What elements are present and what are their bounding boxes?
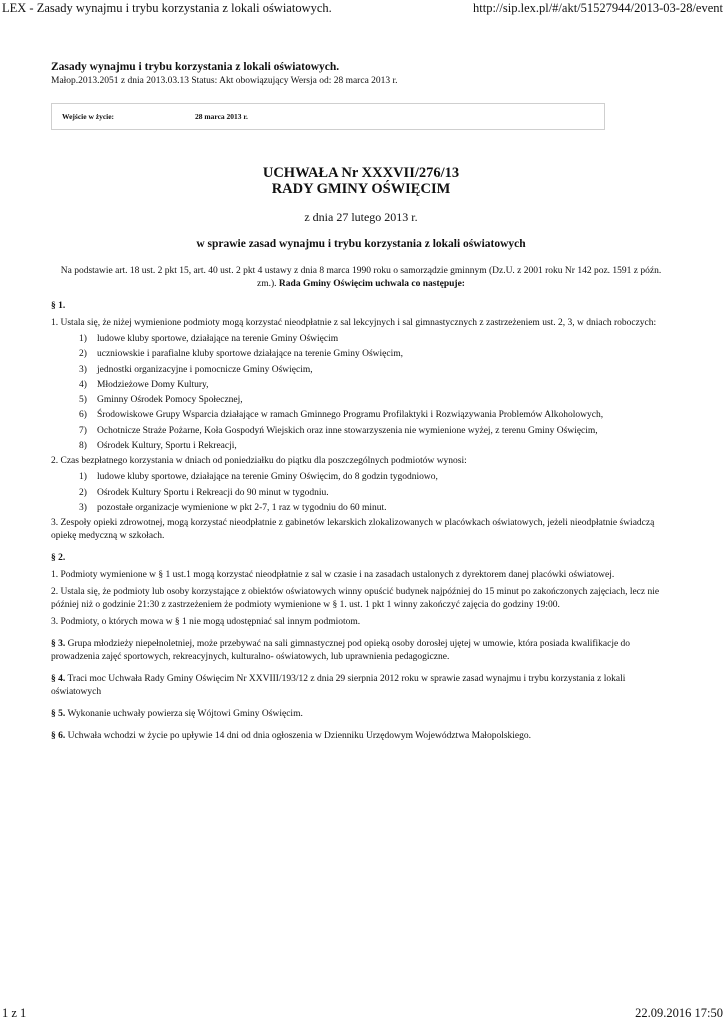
section-1-list-1 [51,333,671,453]
list-item: 2) Ośrodek Kultury Sportu i Rekreacji do 90 minut w tygodniu. [79,487,329,498]
section-1-paragraph-3: 3. Zespoły opieki zdrowotnej, mogą korzystać nieodpłatnie z gabinetów lekarskich zlokalizowanych w placówkach oświatowych, jeżeli nieodpłatnie świadczą opiekę medyczną w szkołach. [51,518,655,542]
legal-basis-text: Na podstawie art. 18 ust. 2 pkt 15, art. 40 ust. 2 pkt 4 ustawy z dnia 8 marca 1990 roku o samorządzie gminnym (Dz.U. z 2001 roku Nr 142 poz. 1591 z późn. zm.). [60,266,662,289]
section-4-text: Traci moc Uchwała Rady Gminy Oświęcim Nr XXVIII/193/12 z dnia 29 sierpnia 2012 roku w sprawie zasad wynajmu i trybu korzystania z lokali oświatowych [51,674,626,698]
section-3 [51,638,671,664]
section-3-heading: § 3. [51,639,66,650]
section-5-heading: § 5. [51,709,66,720]
section-2-heading: § 2. [51,553,66,564]
section-1-heading: § 1. [51,301,66,311]
resolution-subject: w sprawie zasad wynajmu i trybu korzystania z lokali oświatowych [196,238,526,250]
section-1-paragraph-1: 1. Ustala się, że niżej wymienione podmioty mogą korzystać nieodpłatnie z sal lekcyjnych i sal gimnastycznych z zastrzeżeniem ust. 2, 3, w dniach roboczych: [51,318,657,328]
list-item: 1) ludowe kluby sportowe, działające na terenie Gminy Oświęcim, do 8 godzin tygodniowo, [79,472,438,483]
section-2-paragraph-1: 1. Podmioty wymienione w § 1 ust.1 mogą korzystać nieodpłatnie z sal w czasie i na zasadach ustalonych z dyrektorem danej placówki oświatowej. [51,570,615,581]
list-item: 5) Gminny Ośrodek Pomocy Społecznej, [79,395,243,406]
legal-basis-resolution: Rada Gminy Oświęcim uchwala co następuje: [278,279,465,289]
document-meta: Małop.2013.2051 z dnia 2013.03.13 Status: Akt obowiązujący Wersja od: 28 marca 2013 r. [51,76,398,86]
section-1-paragraph-2: 2. Czas bezpłatnego korzystania w dniach od poniedziałku do piątku dla poszczególnych podmiotów wynosi: [51,456,467,467]
effective-date-value: 28 marca 2013 r. [195,112,248,121]
section-6-heading: § 6. [51,731,66,742]
section-4-heading: § 4. [51,674,66,685]
print-footer-page: 1 z 1 [2,1006,27,1020]
resolution-council: RADY GMINY OŚWIĘCIM [271,181,451,197]
resolution-date: z dnia 27 lutego 2013 r. [304,210,418,224]
list-item: 1) ludowe kluby sportowe, działające na terenie Gminy Oświęcim [79,334,339,344]
section-2-paragraph-2: 2. Ustala się, że podmioty lub osoby korzystające z obiektów oświatowych winny opuścić budynek najpóźniej do 15 minut po zakończonych zajęciach, lecz nie później niż o godzinie 21:30 z zastrzeżeniem że podmioty wymienione w § 1. ust. 1 pkt 1 winny zakończyć zajęcia do godziny 19:00. [51,587,660,611]
list-item: 7) Ochotnicze Straże Pożarne, Koła Gospodyń Wiejskich oraz inne stowarzyszenia nie wymienione wyżej, z terenu Gminy Oświęcim, [79,425,598,436]
list-item: 3) pozostałe organizacje wymienione w pkt 2-7, 1 raz w tygodniu do 60 minut. [79,502,387,513]
list-item: 6) Środowiskowe Grupy Wsparcia działające w ramach Gminnego Programu Profilaktyki i Rozwiązywania Problemów Alkoholowych, [79,410,604,421]
resolution-title: UCHWAŁA Nr XXXVII/276/13 [262,165,460,181]
document-body [51,300,671,743]
section-6-text: Uchwała wchodzi w życie po upływie 14 dni od dnia ogłoszenia w Dzienniku Urzędowym Województwa Małopolskiego. [65,731,532,742]
effective-date-box [51,103,605,130]
section-6 [51,730,671,743]
section-5-text: Wykonanie uchwały powierza się Wójtowi Gminy Oświęcim. [65,709,303,720]
print-footer-datetime: 22.09.2016 17:50 [635,1006,723,1020]
legal-basis [51,265,671,291]
print-header-url: http://sip.lex.pl/#/akt/51527944/2013-03-28/event [473,1,723,15]
section-1-list-2 [51,471,671,515]
section-3-text: Grupa młodzieży niepełnoletniej, może przebywać na sali gimnastycznej pod opieką osoby dorosłej ujętej w umowie, która posiada kwalifikacje do prowadzenia zajęć sportowych, rekreacyjnych, kulturalno- oświatowych, lub uprawnienia pedagogiczne. [51,639,631,663]
document-title: Zasady wynajmu i trybu korzystania z lokali oświatowych. [51,61,340,73]
list-item: 3) jednostki organizacyjne i pomocnicze Gminy Oświęcim, [79,364,313,375]
list-item: 8) Ośrodek Kultury, Sportu i Rekreacji, [79,441,237,452]
section-5 [51,708,671,721]
effective-date-label: Wejście w życie: [62,112,115,121]
section-4 [51,673,671,699]
print-header-title: LEX - Zasady wynajmu i trybu korzystania z lokali oświatowych. [2,1,332,15]
section-2-paragraph-3: 3. Podmioty, o których mowa w § 1 nie mogą udostępniać sal innym podmiotom. [51,617,361,628]
list-item: 4) Młodzieżowe Domy Kultury, [79,379,209,390]
list-item: 2) uczniowskie i parafialne kluby sportowe działające na terenie Gminy Oświęcim, [79,349,403,360]
